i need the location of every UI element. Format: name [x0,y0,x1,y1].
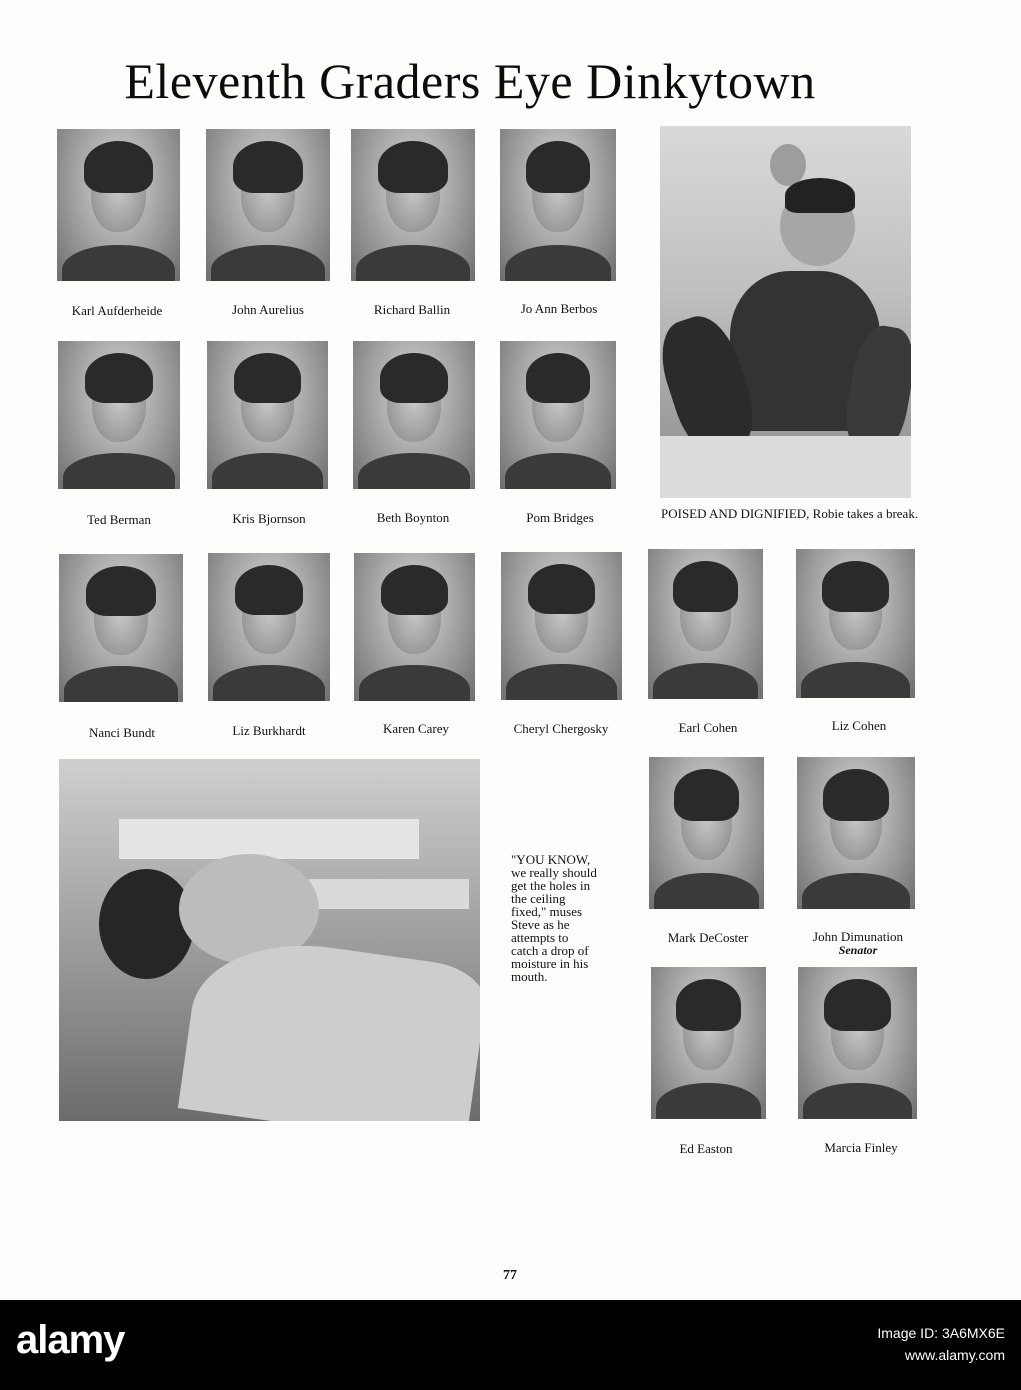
portrait-karl-aufderheide [57,129,180,281]
student-name: Mark DeCoster [667,930,749,945]
portrait-liz-burkhardt [208,553,330,701]
portrait-earl-cohen [648,549,763,699]
student-name: Cheryl Chergosky [513,721,609,736]
portrait-karen-carey [354,553,475,701]
portrait-nanci-bundt [59,554,183,702]
student-name: Pom Bridges [526,510,594,525]
student-role: Senator [838,943,878,957]
student-name: Liz Cohen [831,718,887,733]
portrait-john-aurelius [206,129,330,281]
portrait-mark-decoster [649,757,764,909]
portrait-richard-ballin [351,129,475,281]
student-name: Liz Burkhardt [232,723,306,738]
portrait-ed-easton [651,967,766,1119]
student-name: Karl Aufderheide [71,303,163,318]
caption-steve: "YOU KNOW, we really should get the holes in the ceiling fixed," muses Steve as he attempts to catch a drop of moisture in his mouth. [511,852,597,984]
brand-logo[interactable]: alamy [16,1318,125,1362]
student-name: Ted Berman [87,512,151,527]
page-number: 77 [503,1268,517,1283]
page-title: Eleventh Graders Eye Dinkytown [124,53,816,109]
student-name: Richard Ballin [373,302,451,317]
candid-photo-robie [660,126,911,498]
stock-footer [0,1300,1021,1390]
candid-photo-steve [59,759,480,1121]
student-name: Kris Bjornson [232,511,306,526]
student-name: John Dimunation [813,929,903,944]
portrait-jo-ann-berbos [500,129,616,281]
portrait-liz-cohen [796,549,915,698]
portrait-ted-berman [58,341,180,489]
portrait-beth-boynton [353,341,475,489]
student-name: Jo Ann Berbos [520,301,598,316]
portrait-john-dimunation [797,757,915,909]
student-name: Marcia Finley [824,1140,898,1155]
student-name: Ed Easton [679,1141,733,1156]
student-name: John Aurelius [232,302,304,317]
site-link[interactable]: www.alamy.com [904,1347,1005,1363]
footer-info [877,1322,1005,1366]
portrait-cheryl-chergosky [501,552,622,700]
student-name: Karen Carey [382,721,450,736]
caption-robie: POISED AND DIGNIFIED, Robie takes a break. [661,506,919,521]
student-name: Earl Cohen [678,720,738,735]
portrait-pom-bridges [500,341,616,489]
student-name: Nanci Bundt [88,725,156,740]
student-name: Beth Boynton [376,510,450,525]
portrait-marcia-finley [798,967,917,1119]
portrait-kris-bjornson [207,341,328,489]
image-id: Image ID: 3A6MX6E [877,1325,1005,1341]
